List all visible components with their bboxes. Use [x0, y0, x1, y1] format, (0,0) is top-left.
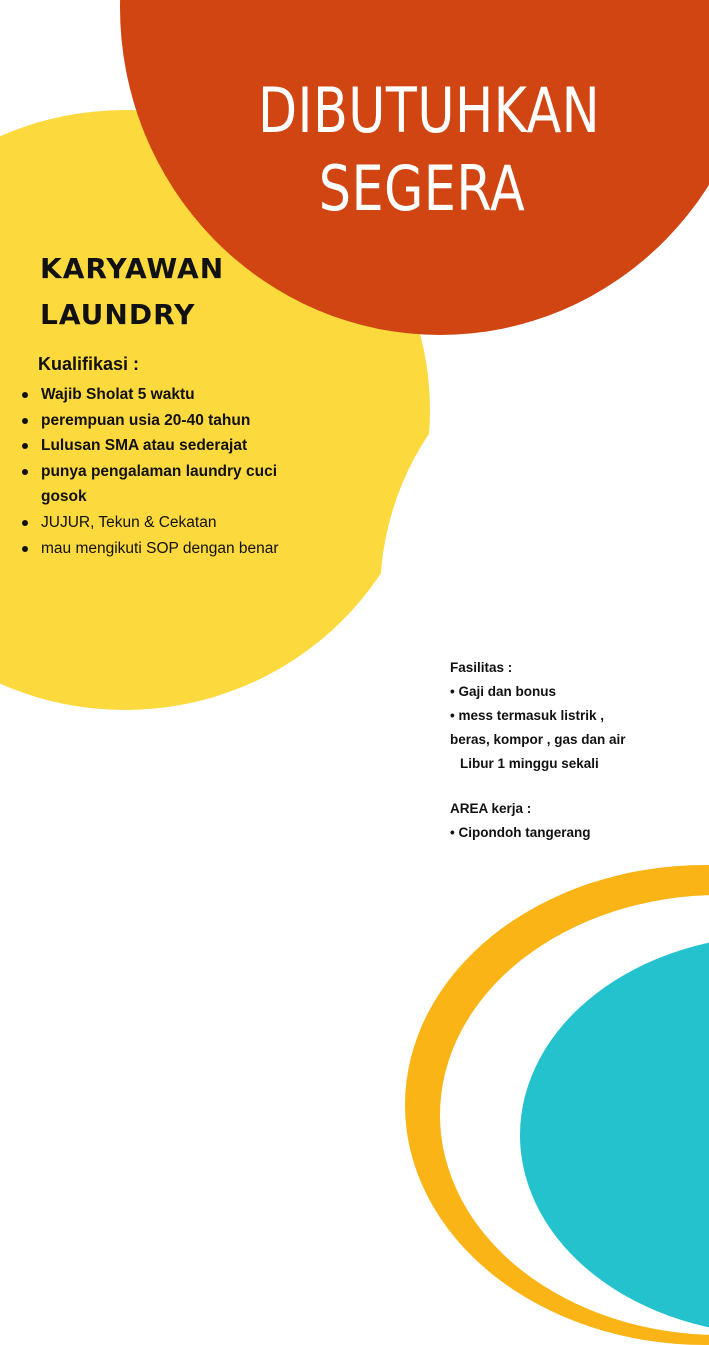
facilities-heading: Fasilitas :: [450, 660, 513, 675]
job-title: [40, 246, 224, 338]
facility-item: • Gaji dan bonus: [450, 684, 556, 699]
list-item: [20, 408, 320, 434]
bullet-icon: [22, 418, 28, 424]
bullet-icon: [22, 392, 28, 398]
spacer: [450, 776, 700, 797]
bullet-icon: [22, 520, 28, 526]
qualification-text: mau mengikuti SOP dengan benar: [41, 539, 279, 557]
headline: [258, 72, 601, 228]
qualification-text: punya pengalaman laundry cuci gosok: [41, 462, 278, 506]
area-heading: AREA kerja :: [450, 801, 532, 816]
qualification-text: perempuan usia 20-40 tahun: [41, 411, 251, 429]
facility-item-continued: beras, kompor , gas dan air: [450, 732, 626, 747]
job-title-line-1: KARYAWAN: [40, 252, 225, 285]
area-item: • Cipondoh tangerang: [450, 825, 591, 840]
list-item: [20, 510, 320, 536]
list-item: [20, 459, 311, 510]
qualifications-heading: Kualifikasi :: [38, 354, 140, 374]
qualification-text: JUJUR, Tekun & Cekatan: [41, 513, 217, 531]
qualification-text: Lulusan SMA atau sederajat: [41, 437, 248, 455]
job-title-line-2: LAUNDRY: [40, 298, 196, 331]
qualification-text: Wajib Sholat 5 waktu: [41, 386, 195, 403]
headline-line-1: DIBUTUHKAN: [258, 74, 601, 147]
list-item: [20, 536, 291, 562]
qualifications-list: [20, 382, 320, 561]
headline-line-2: SEGERA: [318, 152, 526, 225]
bullet-icon: [22, 443, 28, 449]
facility-item: • mess termasuk listrik ,: [450, 708, 605, 723]
bullet-icon: [22, 546, 28, 552]
bullet-icon: [22, 469, 28, 475]
list-item: [20, 382, 320, 408]
list-item: [20, 433, 320, 459]
facilities-section: [450, 656, 700, 845]
facility-item: Libur 1 minggu sekali: [460, 756, 599, 771]
